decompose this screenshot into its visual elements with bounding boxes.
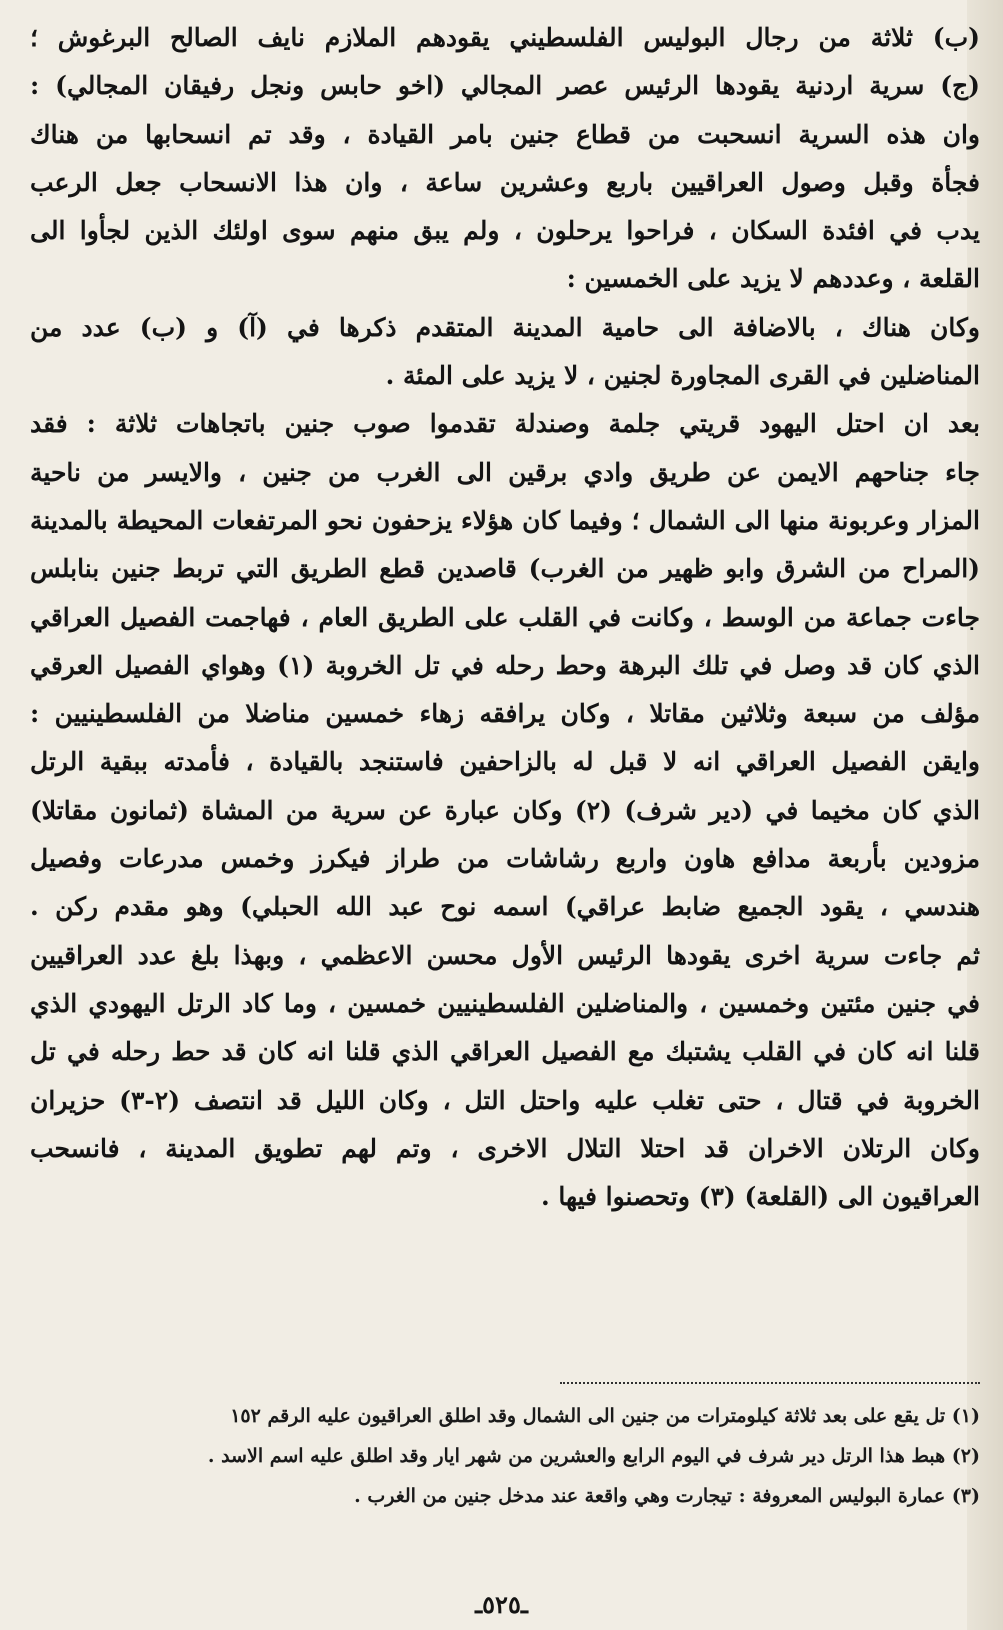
text-line: (ب) ثلاثة من رجال البوليس الفلسطيني يقودهم الملازم نايف الصالح البرغوش ؛ [30,23,980,52]
text-line: وكان الرتلان الاخران قد احتلا التلال الاخرى ، وتم لهم تطويق المدينة ، فانسحب [30,1133,980,1163]
text-line: قلنا انه كان في القلب يشتبك مع الفصيل العراقي الذي قلنا انه كان قد حط رحله في تل [30,1037,980,1067]
text-line: (المراح من الشرق وابو ظهير من الغرب) قاصدين قطع الطريق التي تربط جنين بنابلس [30,554,980,584]
body-text [30,14,980,1221]
text-line: ثم جاءت سرية اخرى يقودها الرئيس الأول محسن الاعظمي ، وبهذا بلغ عدد العراقيين [30,940,980,970]
footnote: (٣) عمارة البوليس المعروفة : تيجارت وهي واقعة عند مدخل جنين من الغرب . [354,1485,980,1507]
text-line: القلعة ، وعددهم لا يزيد على الخمسين : [566,264,980,294]
text-line: يدب في افئدة السكان ، فراحوا يرحلون ، ولم يبق منهم سوى اولئك الذين لجأوا الى [30,216,980,246]
text-line: فجأة وقبل وصول العراقيين باربع وعشرين ساعة ، وان هذا الانسحاب جعل الرعب [30,167,980,197]
text-line: في جنين مئتين وخمسين ، والمناضلين الفلسطينيين خمسين ، وما كاد الرتل اليهودي الذي [30,988,980,1018]
text-line: جاء جناحهم الايمن عن طريق وادي برقين الى الغرب من جنين ، والايسر من ناحية [30,457,980,487]
text-line: وكان هناك ، بالاضافة الى حامية المدينة المتقدم ذكرها في (آ) و (ب) عدد من [30,312,980,342]
footnote-separator [560,1382,980,1384]
text-line: المناضلين في القرى المجاورة لجنين ، لا يزيد على المئة . [385,361,980,391]
text-line: مزودين بأربعة مدافع هاون واربع رشاشات من طراز فيكرز وخمس مدرعات وفصيل [30,844,980,874]
text-line: الخروبة في قتال ، حتى تغلب عليه واحتل التل ، وكان الليل قد انتصف (٢-٣) حزيران [30,1085,980,1115]
text-line: وايقن الفصيل العراقي انه لا قبل له بالزاحفين فاستنجد بالقيادة ، فأمدته ببقية الرتل [30,747,980,777]
text-line: وان هذه السرية انسحبت من قطاع جنين بامر القيادة ، وقد تم انسحابها من هناك [30,119,980,149]
footnote: (٢) هبط هذا الرتل دير شرف في اليوم الرابع والعشرين من شهر ايار وقد اطلق عليه اسم الاسد . [207,1445,980,1467]
text-line: المزار وعربونة منها الى الشمال ؛ وفيما كان هؤلاء يزحفون نحو المرتفعات المحيطة بالمدينة [30,505,980,535]
text-line: الذي كان مخيما في (دير شرف) (٢) وكان عبارة عن سرية من المشاة (ثمانون مقاتلا) [30,795,980,825]
page-number: ـ٥٢٥ـ [475,1590,528,1619]
text-line: مؤلف من سبعة وثلاثين مقاتلا ، وكان يرافقه زهاء خمسين مناضلا من الفلسطينيين : [30,699,980,729]
text-line: هندسي ، يقود الجميع ضابط عراقي) اسمه نوح عبد الله الحبلي) وهو مقدم ركن . [30,892,980,922]
footnotes [30,1396,980,1516]
text-line: جاءت جماعة من الوسط ، وكانت في القلب على الطريق العام ، فهاجمت الفصيل العراقي [30,602,980,632]
footnote: (١) تل يقع على بعد ثلاثة كيلومترات من جنين الى الشمال وقد اطلق العراقيون عليه الرقم ١٥٢ [230,1405,980,1427]
text-line: الذي كان قد وصل في تلك البرهة وحط رحله في تل الخروبة (١) وهواي الفصيل العرقي [30,650,980,680]
text-line: بعد ان احتل اليهود قريتي جلمة وصندلة تقدموا صوب جنين باتجاهات ثلاثة : فقد [30,409,980,439]
text-line: (ج) سرية اردنية يقودها الرئيس عصر المجالي (اخو حابس ونجل رفيقان المجالي) : [30,71,980,101]
text-line: العراقيون الى (القلعة) (٣) وتحصنوا فيها . [540,1182,980,1212]
